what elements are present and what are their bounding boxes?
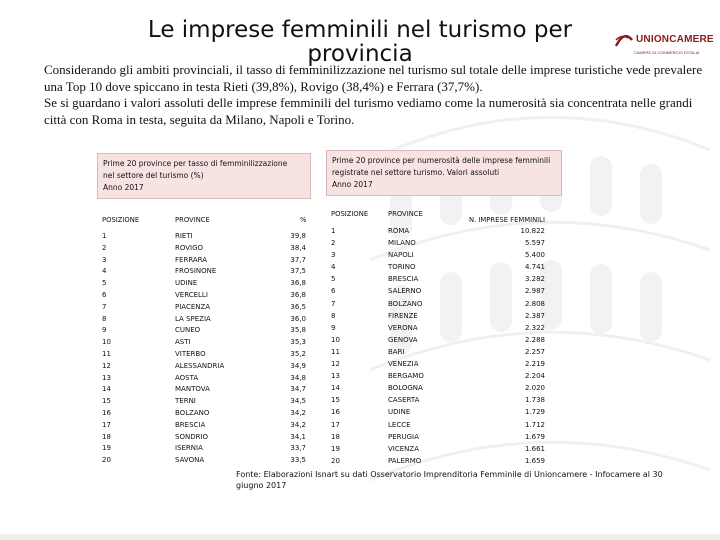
position-cell: 7	[102, 302, 107, 311]
table-row	[97, 421, 311, 433]
count-cell: 5.597	[524, 239, 545, 248]
province-cell: FIRENZE	[388, 311, 418, 320]
table-row	[326, 324, 562, 336]
province-cell: ISERNIA	[175, 444, 203, 453]
province-cell: PIACENZA	[175, 302, 211, 311]
left-caption-line: Prime 20 province per tasso di femminilizzazione	[103, 159, 288, 168]
position-cell: 10	[102, 338, 111, 347]
table-row	[97, 279, 311, 291]
position-cell: 17	[102, 420, 111, 429]
position-cell: 19	[102, 444, 111, 453]
percent-cell: 36,8	[290, 290, 306, 299]
table-row	[97, 338, 311, 350]
province-cell: BOLZANO	[388, 299, 423, 308]
table-row	[326, 227, 562, 239]
table-row	[326, 239, 562, 251]
position-cell: 15	[102, 397, 111, 406]
table-row	[326, 300, 562, 312]
province-cell: TORINO	[388, 263, 416, 272]
table-row	[326, 312, 562, 324]
source-footnote: Fonte: Elaborazioni Isnart su dati Osservatorio Imprenditoria Femminile di Unioncamere - Infocamere al 30 giugno 2017	[236, 470, 663, 490]
position-cell: 4	[102, 267, 107, 276]
province-cell: CASERTA	[388, 396, 420, 405]
count-cell: 10.822	[520, 227, 545, 235]
province-cell: VERCELLI	[175, 290, 208, 299]
province-cell: BRESCIA	[388, 275, 419, 284]
percent-cell: 33,7	[290, 444, 306, 453]
position-cell: 12	[102, 361, 111, 370]
province-cell: TERNI	[175, 397, 196, 406]
table-row	[326, 396, 562, 408]
position-cell: 13	[331, 372, 340, 381]
count-cell: 2.257	[524, 347, 545, 356]
position-cell: 14	[331, 384, 340, 393]
province-cell: ROVIGO	[175, 243, 204, 252]
province-cell: PALERMO	[388, 456, 422, 465]
province-cell: FERRARA	[175, 255, 208, 264]
position-cell: 11	[331, 347, 340, 356]
right-table-panel	[326, 150, 562, 468]
count-cell: 1.712	[524, 420, 545, 429]
position-cell: 16	[102, 408, 111, 417]
logo-tagline: CAMERE DI COMMERCIO D'ITALIA	[634, 50, 700, 55]
slide-title: Le imprese femminili nel turismo per provincia	[147, 17, 573, 67]
left-col-position: POSIZIONE	[102, 216, 140, 224]
left-col-province: PROVINCE	[175, 216, 210, 224]
count-cell: 2.387	[524, 311, 545, 320]
table-row	[326, 251, 562, 263]
province-cell: VICENZA	[388, 444, 419, 453]
intro-text	[44, 62, 704, 128]
position-cell: 15	[331, 396, 340, 405]
percent-cell: 36,5	[290, 302, 306, 311]
province-cell: ROMA	[388, 227, 410, 235]
province-cell: VERONA	[388, 323, 418, 332]
table-row	[326, 336, 562, 348]
position-cell: 17	[331, 420, 340, 429]
table-row	[97, 374, 311, 386]
position-cell: 2	[102, 243, 107, 252]
right-table-caption	[326, 150, 562, 196]
position-cell: 2	[331, 239, 336, 248]
table-row	[97, 232, 311, 244]
left-caption-line: Anno 2017	[103, 183, 144, 192]
province-cell: BARI	[388, 347, 405, 356]
left-col-percent: %	[300, 216, 307, 224]
position-cell: 8	[102, 314, 107, 323]
province-cell: ASTI	[175, 338, 191, 347]
position-cell: 6	[331, 287, 336, 296]
position-cell: 3	[331, 251, 336, 260]
count-cell: 1.729	[524, 408, 545, 417]
left-table-rows	[97, 232, 311, 468]
right-caption-line: Prime 20 province per numerosità delle imprese femminili	[332, 156, 551, 165]
percent-cell: 34,9	[290, 361, 306, 370]
percent-cell: 34,2	[290, 420, 306, 429]
table-row	[97, 385, 311, 397]
table-row	[97, 244, 311, 256]
table-row	[97, 456, 311, 468]
position-cell: 1	[331, 227, 336, 235]
percent-cell: 34,8	[290, 373, 306, 382]
table-row	[97, 350, 311, 362]
position-cell: 3	[102, 255, 107, 264]
intro-paragraph: Se si guardano i valori assoluti delle imprese femminili del turismo vediamo come la numerosità sia concentrata nelle grandi città con Roma in testa, seguita da Milano, Napoli e Torino.	[44, 95, 693, 127]
count-cell: 1.659	[524, 456, 545, 465]
province-cell: LA SPEZIA	[175, 314, 211, 323]
province-cell: BERGAMO	[388, 372, 424, 381]
province-cell: RIETI	[175, 232, 193, 240]
percent-cell: 35,2	[290, 349, 306, 358]
percent-cell: 36,0	[290, 314, 306, 323]
position-cell: 13	[102, 373, 111, 382]
count-cell: 4.741	[524, 263, 545, 272]
position-cell: 8	[331, 311, 336, 320]
right-table-rows	[326, 227, 562, 469]
position-cell: 7	[331, 299, 336, 308]
province-cell: BRESCIA	[175, 420, 206, 429]
right-col-province: PROVINCE	[388, 210, 423, 218]
table-row	[326, 384, 562, 396]
count-cell: 3.282	[524, 275, 545, 284]
right-caption-line: registrate nel settore turismo. Valori assoluti	[332, 168, 500, 177]
table-row	[97, 397, 311, 409]
logo-mark-icon	[614, 30, 634, 50]
position-cell: 20	[102, 456, 111, 465]
count-cell: 1.661	[524, 444, 545, 453]
position-cell: 18	[102, 432, 111, 441]
province-cell: MILANO	[388, 239, 416, 248]
left-table-panel	[97, 153, 311, 469]
province-cell: BOLZANO	[175, 408, 210, 417]
percent-cell: 35,8	[290, 326, 306, 335]
table-row	[326, 287, 562, 299]
percent-cell: 39,8	[290, 232, 306, 240]
right-col-count: N. IMPRESE FEMMINILI	[469, 216, 545, 224]
province-cell: LECCE	[388, 420, 411, 429]
position-cell: 5	[331, 275, 336, 284]
position-cell: 9	[331, 323, 336, 332]
position-cell: 12	[331, 360, 340, 369]
position-cell: 10	[331, 335, 340, 344]
percent-cell: 34,1	[290, 432, 306, 441]
table-row	[97, 326, 311, 338]
province-cell: GENOVA	[388, 335, 418, 344]
province-cell: SONDRIO	[175, 432, 209, 441]
table-row	[97, 267, 311, 279]
percent-cell: 38,4	[290, 243, 306, 252]
province-cell: ALESSANDRIA	[175, 361, 225, 370]
table-row	[326, 275, 562, 287]
table-row	[97, 291, 311, 303]
position-cell: 5	[102, 279, 107, 288]
table-row	[97, 433, 311, 445]
right-col-position: POSIZIONE	[331, 210, 369, 218]
right-caption-line: Anno 2017	[332, 180, 373, 189]
province-cell: SAVONA	[175, 456, 205, 465]
percent-cell: 34,5	[290, 397, 306, 406]
count-cell: 2.219	[524, 360, 545, 369]
province-cell: BOLOGNA	[388, 384, 423, 393]
province-cell: SALERNO	[388, 287, 422, 296]
table-row	[326, 372, 562, 384]
province-cell: PERUGIA	[388, 432, 419, 441]
province-cell: VENEZIA	[388, 360, 419, 369]
table-row	[326, 445, 562, 457]
logo-name: UNIONCAMERE	[636, 34, 714, 45]
table-row	[97, 256, 311, 268]
province-cell: NAPOLI	[388, 251, 414, 260]
percent-cell: 37,5	[290, 267, 306, 276]
position-cell: 14	[102, 385, 111, 394]
table-row	[97, 303, 311, 315]
left-caption-line: nel settore del turismo (%)	[103, 171, 204, 180]
percent-cell: 35,3	[290, 338, 306, 347]
count-cell: 1.679	[524, 432, 545, 441]
table-row	[326, 457, 562, 469]
province-cell: MANTOVA	[175, 385, 210, 394]
table-row	[97, 409, 311, 421]
table-row	[97, 362, 311, 374]
left-table-caption	[97, 153, 311, 199]
table-row	[326, 348, 562, 360]
count-cell: 2.808	[524, 299, 545, 308]
count-cell: 5.400	[524, 251, 545, 260]
position-cell: 9	[102, 326, 107, 335]
position-cell: 18	[331, 432, 340, 441]
province-cell: VITERBO	[175, 349, 206, 358]
position-cell: 6	[102, 290, 107, 299]
percent-cell: 34,2	[290, 408, 306, 417]
position-cell: 1	[102, 232, 107, 240]
count-cell: 2.322	[524, 323, 545, 332]
table-row	[326, 408, 562, 420]
count-cell: 1.738	[524, 396, 545, 405]
bottom-band	[0, 534, 720, 540]
position-cell: 20	[331, 456, 340, 465]
table-row	[97, 444, 311, 456]
table-row	[326, 360, 562, 372]
province-cell: AOSTA	[175, 373, 199, 382]
table-row	[326, 263, 562, 275]
percent-cell: 33,5	[290, 456, 306, 465]
position-cell: 16	[331, 408, 340, 417]
count-cell: 2.288	[524, 335, 545, 344]
percent-cell: 36,8	[290, 279, 306, 288]
table-row	[326, 433, 562, 445]
position-cell: 19	[331, 444, 340, 453]
percent-cell: 37,7	[290, 255, 306, 264]
position-cell: 4	[331, 263, 336, 272]
percent-cell: 34,7	[290, 385, 306, 394]
province-cell: CUNEO	[175, 326, 201, 335]
table-row	[326, 421, 562, 433]
table-row	[97, 315, 311, 327]
position-cell: 11	[102, 349, 111, 358]
intro-paragraph: Considerando gli ambiti provinciali, il tasso di femminilizzazione nel turismo sul totale delle imprese turistiche vede prevalere una Top 10 dove spiccano in testa Rieti (39,8%), Rovigo (38,4%) e Ferrara (37,7%).	[44, 62, 703, 94]
count-cell: 2.987	[524, 287, 545, 296]
province-cell: FROSINONE	[175, 267, 217, 276]
province-cell: UDINE	[388, 408, 411, 417]
province-cell: UDINE	[175, 279, 198, 288]
count-cell: 2.204	[524, 372, 545, 381]
count-cell: 2.020	[524, 384, 545, 393]
